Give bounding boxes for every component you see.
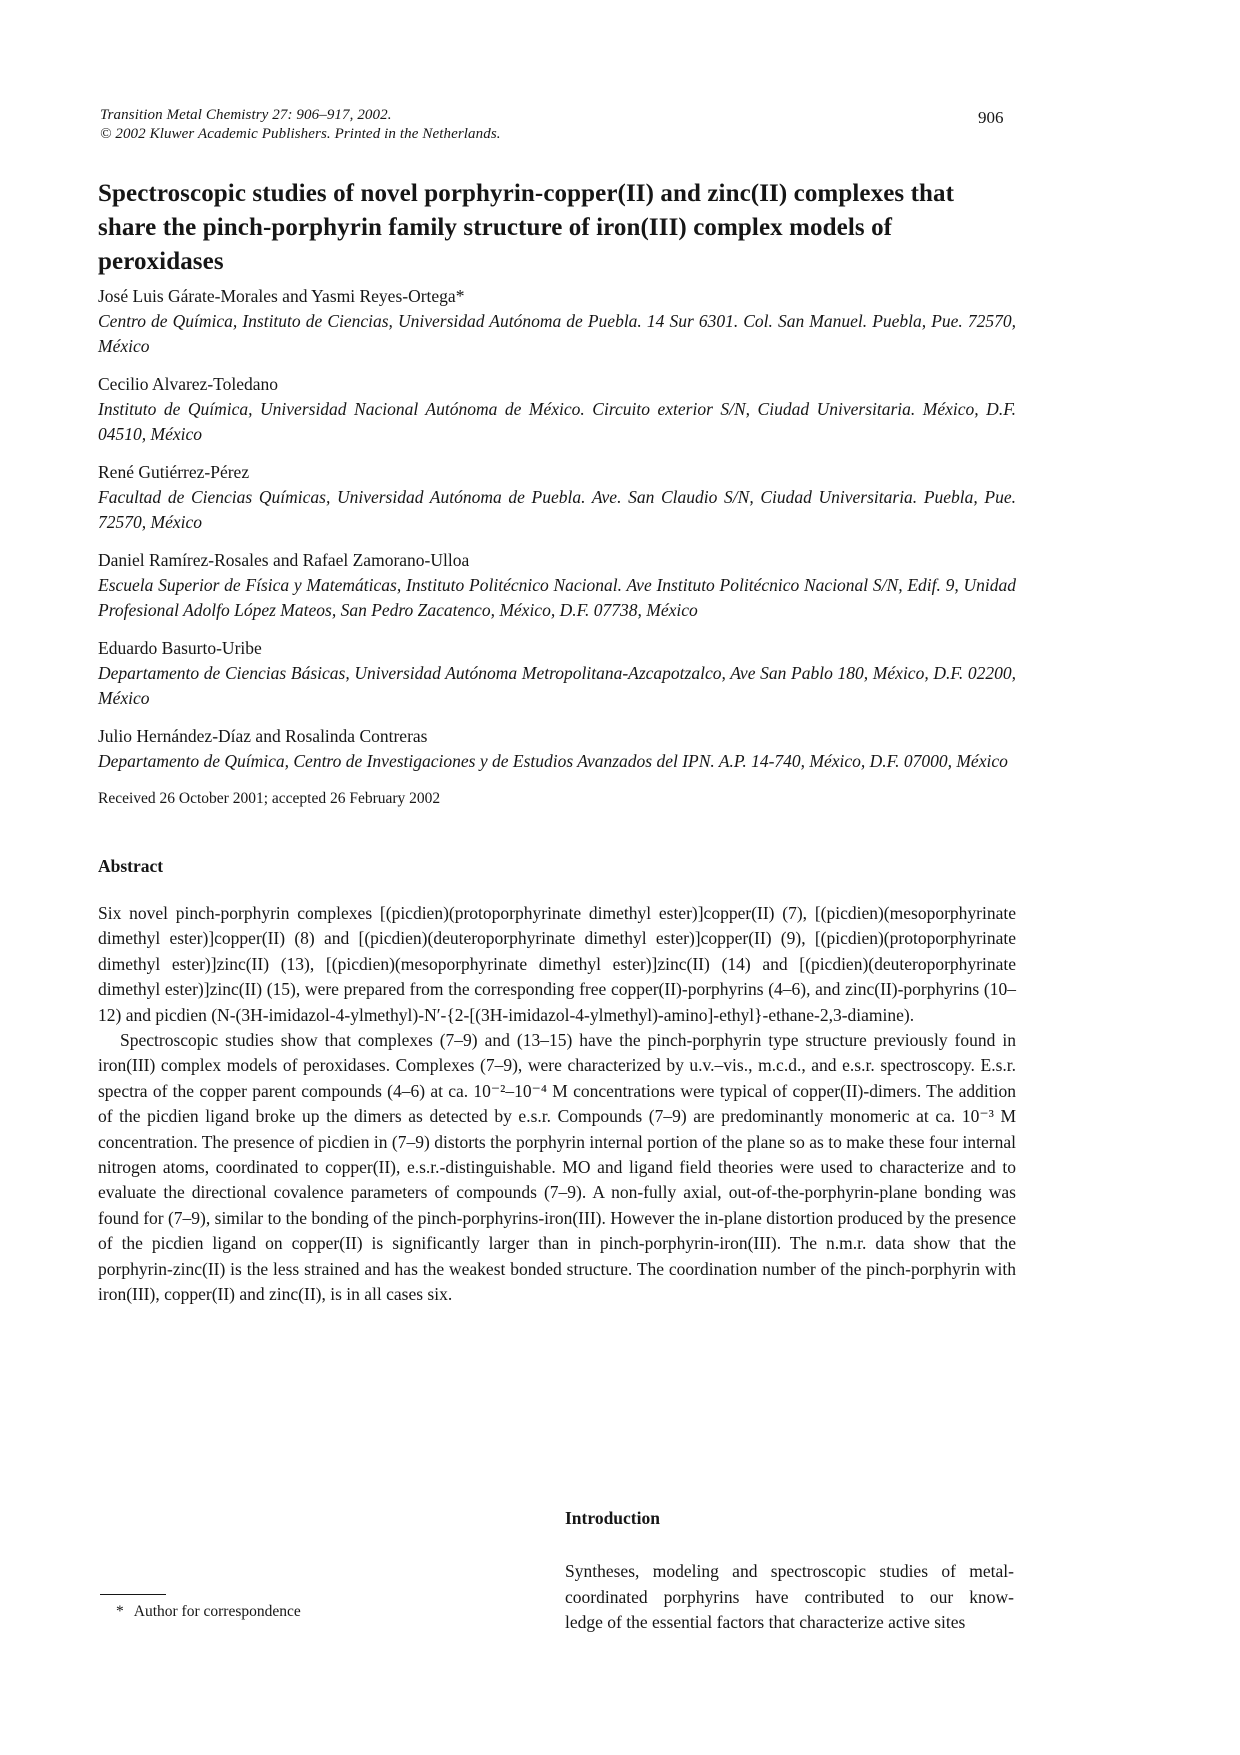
introduction-line: Syntheses, modeling and spectroscopic studies of metal- bbox=[565, 1561, 1014, 1582]
authors-section bbox=[98, 284, 1016, 787]
footnote-marker: * bbox=[116, 1603, 124, 1620]
received-line: Received 26 October 2001; accepted 26 February 2002 bbox=[98, 790, 441, 807]
footnote-text bbox=[100, 1602, 301, 1622]
author-affiliation: Escuela Superior de Física y Matemáticas, Instituto Politécnico Nacional. Ave Instituto Politécnico Nacional S/N, Edif. 9, Unidad Profesional Adolfo López Mateos, San Pedro Zacatenco, México, D.F. 07738, México bbox=[98, 575, 1016, 620]
author-block bbox=[98, 372, 1016, 447]
abstract-paragraph: Six novel pinch-porphyrin complexes [(picdien)(protoporphyrinate dimethyl ester)]copper(II) (7), [(picdien)(mesoporphyrinate dimethyl ester)]copper(II) (8) and [(picdien)(deuteroporphyrinate dimethyl ester)]copper(II) (9), [(picdien)(protoporphyrinate dimethyl ester)]zinc(II) (13), [(picdien)(mesoporphyrinate dimethyl ester)]zinc(II) (14) and [(picdien)(deuteroporphyrinate dimethyl ester)]zinc(II) (15), were prepared from the corresponding free copper(II)-porphyrins (4–6), and zinc(II)-porphyrins (10–12) and picdien (N-(3H-imidazol-4-ylmethyl)-N′-{2-[(3H-imidazol-4-ylmethyl)-amino]-ethyl}-ethane-2,3-diamine). bbox=[98, 903, 1016, 1025]
author-block bbox=[98, 636, 1016, 711]
author-names: Eduardo Basurto-Uribe bbox=[98, 638, 262, 658]
author-affiliation: Facultad de Ciencias Químicas, Universidad Autónoma de Puebla. Ave. San Claudio S/N, Ciudad Universitaria. Puebla, Pue. 72570, México bbox=[98, 487, 1016, 532]
author-names: Daniel Ramírez-Rosales and Rafael Zamorano-Ulloa bbox=[98, 550, 470, 570]
footnote-rule bbox=[100, 1594, 166, 1595]
abstract-paragraph: Spectroscopic studies show that complexes (7–9) and (13–15) have the pinch-porphyrin type structure previously found in iron(III) complex models of peroxidases. Complexes (7–9), were characterized by u.v.–vis., m.c.d., and e.s.r. spectroscopy. E.s.r. spectra of the copper parent compounds (4–6) at ca. 10⁻²–10⁻⁴ M concentrations were typical of copper(II)-dimers. The addition of the picdien ligand broke up the dimers as detected by e.s.r. Compounds (7–9) are predominantly monomeric at ca. 10⁻³ M concentration. The presence of picdien in (7–9) distorts the porphyrin internal portion of the plane so as to make these four internal nitrogen atoms, coordinated to copper(II), e.s.r.-distinguishable. MO and ligand field theories were used to characterize and to evaluate the directional covalence parameters of compounds (7–9). A non-fully axial, out-of-the-porphyrin-plane bonding was found for (7–9), similar to the bonding of the pinch-porphyrins-iron(III). However the in-plane distortion produced by the presence of the picdien ligand on copper(II) is significantly larger than in pinch-porphyrin-iron(III). The n.m.r. data show that the porphyrin-zinc(II) is the less strained and has the weakest bonded structure. The coordination number of the pinch-porphyrin with iron(III), copper(II) and zinc(II), is in all cases six. bbox=[98, 1030, 1017, 1305]
journal-line: Transition Metal Chemistry 27: 906–917, 2002. bbox=[100, 107, 392, 123]
abstract-heading: Abstract bbox=[98, 856, 164, 876]
footnote bbox=[100, 1594, 301, 1622]
introduction-line: coordinated porphyrins have contributed to our know- bbox=[565, 1586, 1014, 1607]
page-number: 906 bbox=[978, 108, 1004, 127]
author-names: Julio Hernández-Díaz and Rosalinda Contreras bbox=[98, 726, 428, 746]
copyright-line: © 2002 Kluwer Academic Publishers. Printed in the Netherlands. bbox=[100, 126, 501, 142]
author-affiliation: Departamento de Ciencias Básicas, Universidad Autónoma Metropolitana-Azcapotzalco, Ave San Pablo 180, México, D.F. 02200, México bbox=[98, 663, 1016, 708]
author-names: Cecilio Alvarez-Toledano bbox=[98, 374, 279, 394]
introduction-heading: Introduction bbox=[565, 1508, 660, 1528]
author-block bbox=[98, 548, 1016, 623]
footnote-label: Author for correspondence bbox=[133, 1603, 301, 1620]
author-affiliation: Instituto de Química, Universidad Nacional Autónoma de México. Circuito exterior S/N, Ciudad Universitaria. México, D.F. 04510, México bbox=[98, 399, 1016, 444]
author-affiliation: Departamento de Química, Centro de Investigaciones y de Estudios Avanzados del IPN. A.P. 14-740, México, D.F. 07000, México bbox=[98, 751, 1008, 771]
introduction-section bbox=[565, 1506, 1014, 1636]
paper-title: Spectroscopic studies of novel porphyrin-copper(II) and zinc(II) complexes that share the pinch-porphyrin family structure of iron(III) complex models of peroxidases bbox=[98, 180, 955, 275]
introduction-line: ledge of the essential factors that characterize active sites bbox=[565, 1612, 966, 1633]
author-block bbox=[98, 460, 1016, 535]
author-affiliation: Centro de Química, Instituto de Ciencias, Universidad Autónoma de Puebla. 14 Sur 6301. Col. San Manuel. Puebla, Pue. 72570, México bbox=[98, 311, 1016, 356]
abstract-body bbox=[98, 901, 1016, 1308]
author-block bbox=[98, 724, 1016, 774]
author-names: José Luis Gárate-Morales and Yasmi Reyes-Ortega* bbox=[98, 286, 465, 306]
author-block bbox=[98, 284, 1016, 359]
journal-header bbox=[100, 106, 501, 144]
author-names: René Gutiérrez-Pérez bbox=[98, 462, 250, 482]
